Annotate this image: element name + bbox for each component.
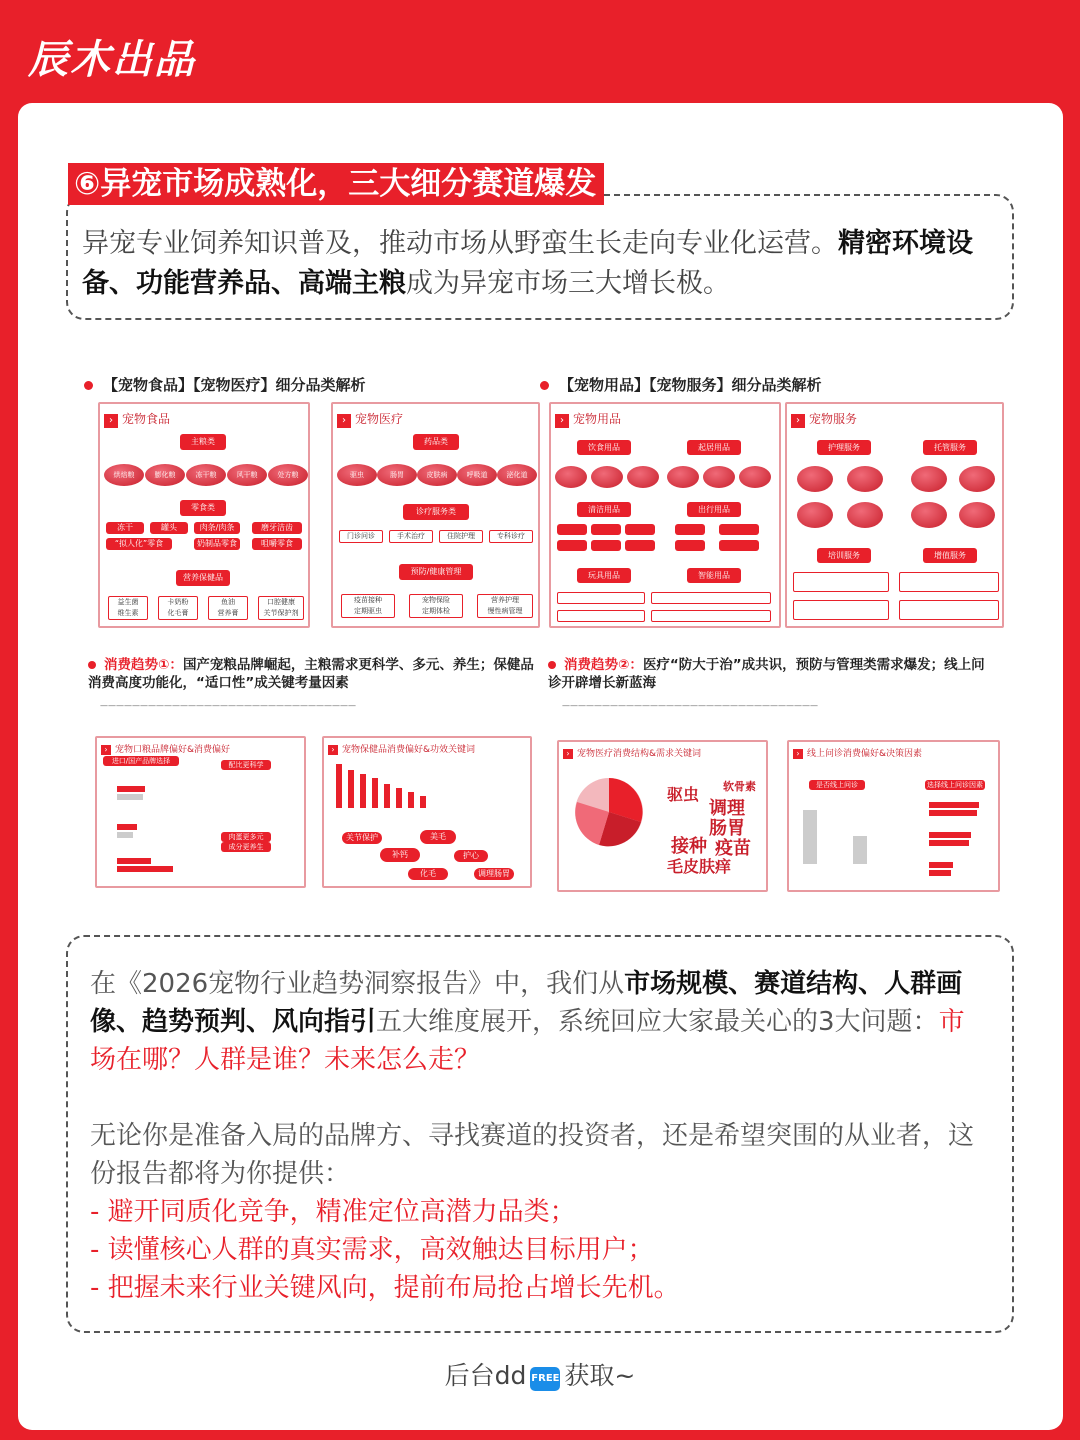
- node-supplies-e: 玩具用品: [577, 568, 631, 583]
- c4-right-title: 选择线上问诊因素: [927, 781, 983, 789]
- oval-food: 冻干粮: [186, 464, 226, 486]
- diag-box: 住院护理: [439, 530, 483, 543]
- report-head-left: 【宠物食品】【宠物医疗】细分品类解析: [84, 374, 366, 395]
- benefit-item: - 把握未来行业关键风向，提前布局抢占增长先机。: [90, 1273, 680, 1303]
- snack-box: 罐头: [150, 522, 188, 534]
- chart-2: › 宠物保健品消费偏好&功效关键词 关节保护 美毛 补钙 护心 化毛 调理肠胃: [322, 736, 532, 888]
- chart-3: › 宠物医疗消费结构&需求关键词 驱虫 调理 肠胃 接种 疫苗 毛皮肤痒 软骨素: [557, 740, 768, 892]
- summary-box: [66, 935, 1014, 1333]
- section-title: ⑥异宠市场成熟化，三大细分赛道爆发: [68, 163, 604, 205]
- chart-1: › 宠物口粮品牌偏好&消费偏好 进口/国产品牌选择 配比更科学 肉蛋更多元 成分更养生: [95, 736, 306, 888]
- c1-mid-title: 肉蛋更多元: [221, 832, 271, 842]
- chart-4-title: 线上问诊消费偏好&决策因素: [807, 749, 923, 759]
- c2-keyword: 调理肠胃: [474, 868, 514, 880]
- panel-title-medical: 宠物医疗: [355, 412, 404, 426]
- c3-word: 软骨素: [723, 780, 756, 793]
- footer-cta: 后台dd FREE 获取~: [444, 1361, 636, 1390]
- node-service-d: 增值服务: [923, 548, 977, 563]
- free-icon: FREE: [530, 1367, 560, 1391]
- c4-left-title: 是否线上问诊: [809, 780, 865, 790]
- c3-word: 肠胃: [709, 818, 745, 839]
- intro-bold: 精密环境设备、功能营养品、高端主粮: [82, 228, 973, 299]
- node-prevent: 预防/健康管理: [399, 564, 473, 580]
- intro-text-2: 成为异宠市场三大增长极。: [406, 268, 730, 299]
- chart-4: › 线上问诊消费偏好&决策因素 是否线上问诊 选择线上问诊因素: [787, 740, 1000, 892]
- c3-word: 疫苗: [715, 838, 751, 859]
- oval-medical: 呼吸道: [457, 464, 497, 486]
- node-snack: 零食类: [180, 500, 226, 516]
- c3-word: 调理: [709, 798, 745, 819]
- summary-p1: 在《2026宠物行业趋势洞察报告》中，我们从市场规模、赛道结构、人群画像、趋势预判、风向指引五大维度展开，系统回应大家最关心的3大问题：市场在哪？人群是谁？未来怎么走？: [90, 969, 965, 1075]
- node-supplies-a: 饮食用品: [577, 440, 631, 455]
- snack-box: 肉条/肉条: [194, 522, 240, 534]
- c3-pie: [569, 772, 649, 852]
- prevent-box: 宠物保险 定期体检: [409, 594, 463, 618]
- chart-1-title: 宠物口粮品牌偏好&消费偏好: [115, 745, 231, 755]
- diag-box: 门诊问诊: [339, 530, 383, 543]
- panel-pet-service: › 宠物服务 护理服务 托管服务 培训服务 增值服务: [785, 402, 1004, 628]
- node-main-food: 主粮类: [180, 434, 226, 450]
- node-health: 营养保健品: [176, 570, 230, 586]
- oval-medical: 泌化道: [497, 464, 537, 486]
- c1-right-title: 配比更科学: [221, 760, 271, 770]
- trend-2-note: ————————————————————————————————: [562, 701, 818, 710]
- snack-box: 咀嚼零食: [252, 538, 302, 550]
- c3-word: 毛皮肤痒: [667, 857, 732, 876]
- c2-keyword: 美毛: [420, 830, 456, 844]
- node-service-c: 培训服务: [817, 548, 871, 563]
- intro-text-1: 异宠专业饲养知识普及，推动市场从野蛮生长走向专业化运营。: [82, 228, 838, 259]
- panel-pet-food: › 宠物食品 主粮类 烘焙粮 膨化粮 冻干粮 风干粮 处方粮 零食类 冻干 罐头 肉条/肉条 磨牙洁齿 “拟人化”零食 奶制品零食 咀嚼零食 营养保健品 益生菌 维生素 卡奶粉 化毛膏 鱼油 营养膏 口腔健康 关节保护剂: [98, 402, 310, 628]
- brand-logo: 辰木出品: [28, 37, 196, 83]
- health-box: 口腔健康 关节保护剂: [258, 596, 304, 620]
- snack-box: 磨牙洁齿: [252, 522, 302, 534]
- panel-title-supplies: 宠物用品: [573, 412, 622, 426]
- summary-p2: 无论你是准备入局的品牌方、寻找赛道的投资者，还是希望突围的从业者，这份报告都将为你提供：: [90, 1121, 975, 1189]
- node-supplies-d: 出行用品: [687, 502, 741, 517]
- benefit-item: - 避开同质化竞争，精准定位高潜力品类；: [90, 1197, 576, 1227]
- health-box: 鱼油 营养膏: [208, 596, 248, 620]
- node-supplies-b: 起居用品: [687, 440, 741, 455]
- c3-word: 接种: [671, 836, 707, 857]
- panel-title-service: 宠物服务: [809, 412, 858, 426]
- oval-food: 烘焙粮: [104, 464, 144, 486]
- report-head-right: 【宠物用品】【宠物服务】细分品类解析: [540, 374, 822, 395]
- health-box: 卡奶粉 化毛膏: [158, 596, 198, 620]
- oval-food: 膨化粮: [145, 464, 185, 486]
- node-drug: 药品类: [413, 434, 459, 450]
- node-service-b: 托管服务: [923, 440, 977, 455]
- trend-1-head: 消费趋势①：国产宠粮品牌崛起，主粮需求更科学、多元、养生；保健品消费高度功能化，“适口性”成关键考量因素: [88, 657, 534, 691]
- panel-pet-medical: › 宠物医疗 药品类 驱虫 肠胃 皮肤病 呼吸道 泌化道 诊疗服务类 门诊问诊 手术治疗 住院护理 专科诊疗 预防/健康管理 疫苗接种 定期驱虫 宠物保险 定期体检 营养护理 慢性病管理: [331, 402, 540, 628]
- node-supplies-f: 智能用品: [687, 568, 741, 583]
- chart-2-title: 宠物保健品消费偏好&功效关键词: [342, 745, 476, 755]
- c2-keyword: 补钙: [380, 848, 420, 862]
- chart-3-title: 宠物医疗消费结构&需求关键词: [577, 749, 702, 759]
- node-diag: 诊疗服务类: [403, 504, 469, 520]
- snack-box: “拟人化”零食: [106, 538, 172, 550]
- c2-keyword: 化毛: [408, 868, 448, 880]
- oval-food: 处方粮: [268, 464, 308, 486]
- prevent-box: 营养护理 慢性病管理: [477, 594, 533, 618]
- intro-box: [66, 194, 1014, 320]
- oval-medical: 肠胃: [377, 464, 417, 486]
- snack-box: 冻干: [106, 522, 144, 534]
- c2-keyword: 关节保护: [342, 832, 382, 844]
- prevent-box: 疫苗接种 定期驱虫: [341, 594, 395, 618]
- health-box: 益生菌 维生素: [108, 596, 148, 620]
- c1-bottom-title: 成分更养生: [221, 842, 271, 852]
- diag-box: 专科诊疗: [489, 530, 533, 543]
- snack-box: 奶制品零食: [194, 538, 240, 550]
- c2-keyword: 护心: [454, 850, 488, 862]
- c3-word: 驱虫: [667, 785, 700, 804]
- panel-pet-supplies: › 宠物用品 饮食用品 起居用品 清洁用品 出行用品 玩具用品 智能用品: [549, 402, 781, 628]
- trend-1-note: ————————————————————————————————: [100, 701, 356, 710]
- oval-medical: 皮肤病: [417, 464, 457, 486]
- node-supplies-c: 清洁用品: [577, 502, 631, 517]
- panel-title-food: 宠物食品: [122, 412, 171, 426]
- node-service-a: 护理服务: [817, 440, 871, 455]
- benefit-item: - 读懂核心人群的真实需求，高效触达目标用户；: [90, 1235, 654, 1265]
- diag-box: 手术治疗: [389, 530, 433, 543]
- trend-2-head: 消费趋势②：医疗“防大于治”成共识，预防与管理类需求爆发；线上问诊开辟增长新蓝海: [548, 657, 985, 691]
- c1-left-title: 进口/国产品牌选择: [103, 756, 179, 766]
- oval-food: 风干粮: [227, 464, 267, 486]
- oval-medical: 驱虫: [337, 464, 377, 486]
